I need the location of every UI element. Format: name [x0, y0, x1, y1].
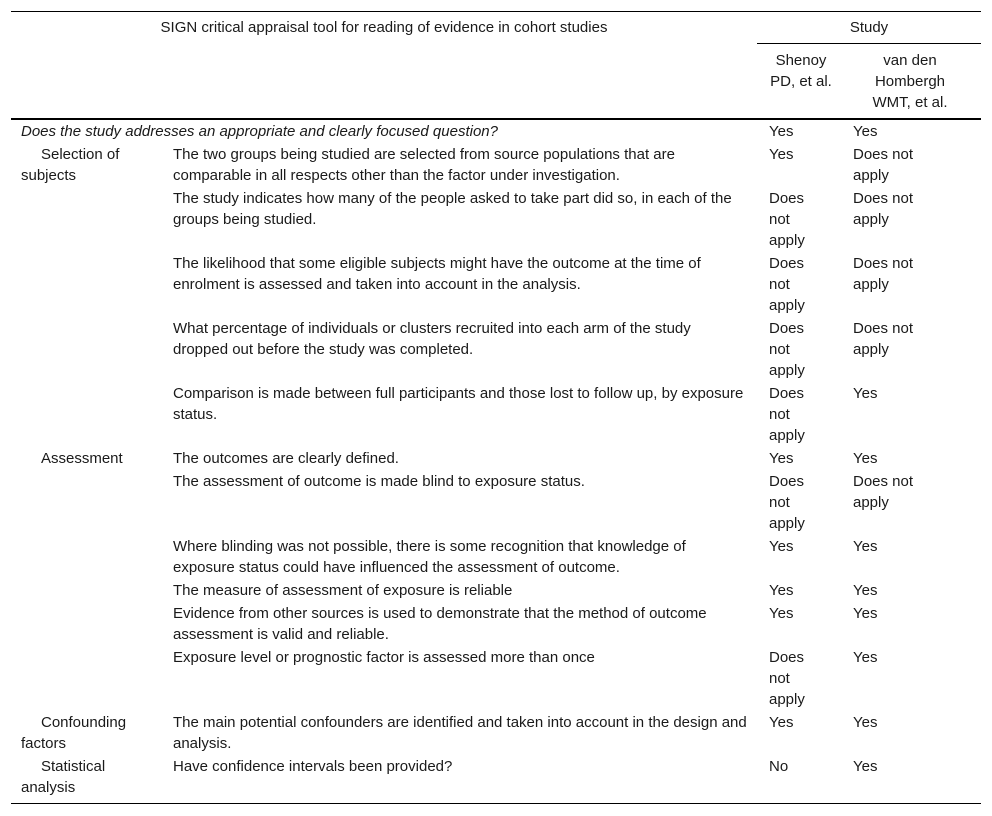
row5-study2: Yes [853, 385, 878, 402]
row12-study1: Yes [769, 714, 794, 731]
question-2: The study indicates how many of the people asked to take part did so, in each of the groups being studied. [173, 190, 732, 228]
category-assessment: Assessment [41, 450, 123, 467]
row9-study2: Yes [853, 582, 878, 599]
study2-header: van den Hombergh WMT, et al. [872, 52, 948, 111]
question-5: Comparison is made between full participants and those lost to follow up, by exposure status. [173, 385, 744, 423]
header-bottom-rule [11, 118, 981, 120]
study-header: Study [849, 19, 889, 36]
row3-study1: Does not apply [769, 255, 805, 314]
row1-study1: Yes [769, 146, 794, 163]
question-3: The likelihood that some eligible subjects might have the outcome at the time of enrolment is assessed and taken into account in the analysis. [173, 255, 701, 293]
question-13: Have confidence intervals been provided? [173, 758, 453, 775]
row13-study2: Yes [853, 758, 878, 775]
category-confounding: Confounding factors [21, 714, 127, 752]
tool-title: SIGN critical appraisal tool for reading of evidence in cohort studies [160, 19, 608, 36]
row7-study2: Does not apply [853, 473, 914, 511]
question-8: Where blinding was not possible, there is some recognition that knowledge of exposure status could have influenced the assessment of outcome. [173, 538, 686, 576]
row5-study1: Does not apply [769, 385, 805, 444]
row4-study1: Does not apply [769, 320, 805, 379]
row7-study1: Does not apply [769, 473, 805, 532]
row4-study2: Does not apply [853, 320, 914, 358]
study-header-rule [757, 43, 981, 44]
row8-study1: Yes [769, 538, 794, 555]
question-1: The two groups being studied are selected from source populations that are comparable in all respects other than the factor under investigation. [173, 146, 675, 184]
category-selection: Selection of subjects [21, 146, 120, 184]
row3-study2: Does not apply [853, 255, 914, 293]
row12-study2: Yes [853, 714, 878, 731]
question-11: Exposure level or prognostic factor is assessed more than once [173, 649, 595, 666]
row10-study2: Yes [853, 605, 878, 622]
row8-study2: Yes [853, 538, 878, 555]
row2-study1: Does not apply [769, 190, 805, 249]
row11-study2: Yes [853, 649, 878, 666]
question-4: What percentage of individuals or clusters recruited into each arm of the study dropped out before the study was completed. [173, 320, 691, 358]
question-7: The assessment of outcome is made blind to exposure status. [173, 473, 585, 490]
row13-study1: No [769, 758, 789, 775]
row10-study1: Yes [769, 605, 794, 622]
table-bottom-rule [11, 803, 981, 804]
row1-study2: Does not apply [853, 146, 914, 184]
row9-study1: Yes [769, 582, 794, 599]
question-10: Evidence from other sources is used to demonstrate that the method of outcome assessment is valid and reliable. [173, 605, 707, 643]
row0-study2: Yes [853, 123, 878, 140]
question-9: The measure of assessment of exposure is reliable [173, 582, 513, 599]
question-12: The main potential confounders are identified and taken into account in the design and analysis. [173, 714, 747, 752]
focused-question: Does the study addresses an appropriate and clearly focused question? [21, 123, 498, 140]
table-top-rule [11, 11, 981, 12]
row2-study2: Does not apply [853, 190, 914, 228]
row6-study2: Yes [853, 450, 878, 467]
row6-study1: Yes [769, 450, 794, 467]
row0-study1: Yes [769, 123, 794, 140]
row11-study1: Does not apply [769, 649, 805, 708]
study1-header: Shenoy PD, et al. [770, 52, 832, 90]
question-6: The outcomes are clearly defined. [173, 450, 399, 467]
category-statistical: Statistical analysis [21, 758, 106, 796]
